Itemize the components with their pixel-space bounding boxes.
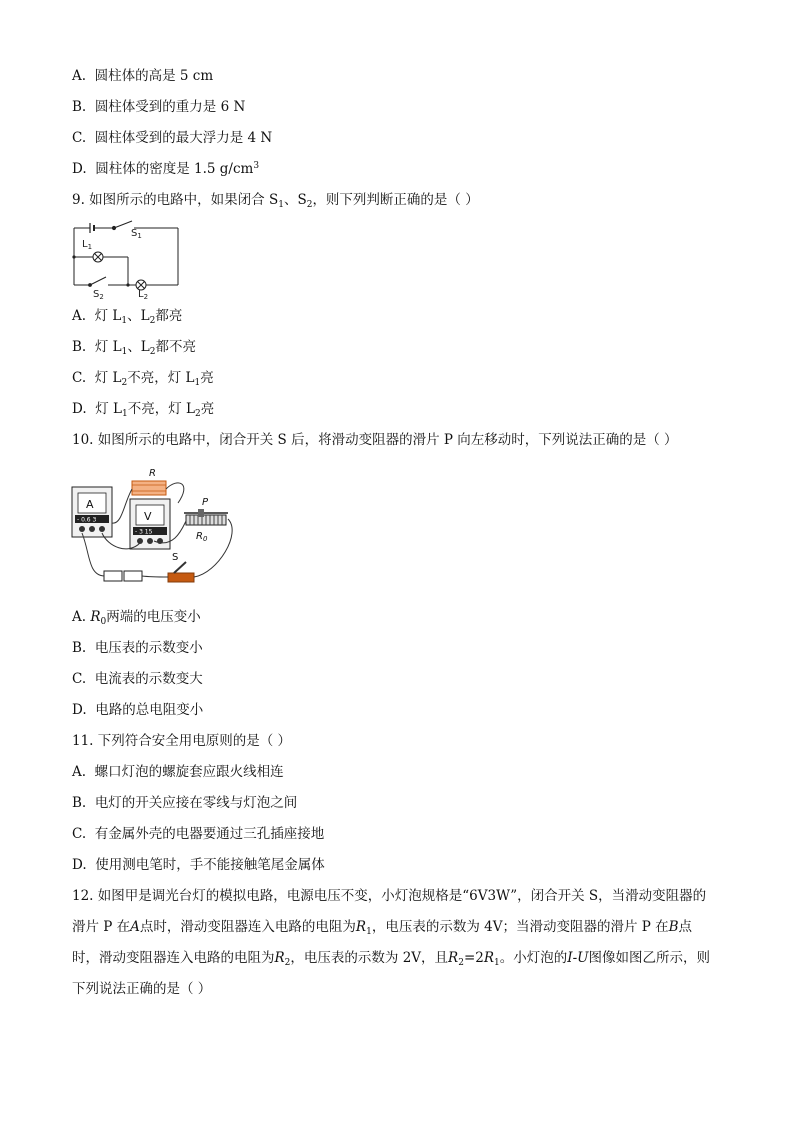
q11-stem: 11. 下列符合安全用电原则的是（ ）: [72, 733, 292, 749]
svg-text:P: P: [202, 497, 209, 508]
q9-option-b: B. 灯 $L_1$、$L_2$都不亮: [72, 339, 197, 357]
svg-text:A: A: [86, 498, 94, 511]
q9-option-d: D. 灯 $L_1$不亮，灯 $L_2$亮: [72, 401, 215, 419]
q8-option-b: B. 圆柱体受到的重力是 6 N: [72, 99, 246, 115]
q11-option-c: C. 有金属外壳的电器要通过三孔插座接地: [72, 826, 325, 842]
battery-icon: [104, 571, 142, 581]
label-l1: $L_1$: [82, 239, 93, 251]
q10-circuit-photo: [68, 463, 244, 591]
q11-option-b: B. 电灯的开关应接在零线与灯泡之间: [72, 795, 298, 811]
svg-text:- 0.6 3: - 0.6 3: [77, 516, 97, 524]
q9-circuit-diagram: [68, 218, 184, 300]
q11-option-d: D. 使用测电笔时，手不能接触笔尾金属体: [72, 857, 325, 873]
q8-option-c: C. 圆柱体受到的最大浮力是 4 N: [72, 130, 273, 146]
voltmeter-icon: [130, 499, 170, 549]
ammeter-icon: [72, 487, 112, 537]
q8-option-d: D. 圆柱体的密度是 1.5 $g/cm^3$: [72, 161, 260, 177]
q11-option-a: A. 螺口灯泡的螺旋套应跟火线相连: [72, 764, 284, 780]
label-l2: $L_2$: [138, 289, 149, 300]
svg-text:- 3 15: - 3 15: [135, 528, 153, 536]
q9-stem: 9. 如图所示的电路中，如果闭合 $S_1$、$S_2$，则下列判断正确的是（ ）: [72, 192, 479, 210]
q12-stem-line-1: 12. 如图甲是调光台灯的模拟电路，电源电压不变，小灯泡规格是“6V3W”，闭合开关 S，当滑动变阻器的: [72, 888, 707, 904]
q10-option-a: A. $R_0$两端的电压变小: [72, 609, 201, 627]
q10-option-b: B. 电压表的示数变小: [72, 640, 203, 656]
q10-option-d: D. 电路的总电阻变小: [72, 702, 204, 718]
svg-text:V: V: [144, 510, 152, 523]
svg-text:R: R: [149, 468, 156, 479]
q9-option-c: C. 灯 $L_2$不亮，灯 $L_1$亮: [72, 370, 214, 388]
rheostat-icon: [184, 497, 228, 543]
label-s1: $S_1$: [131, 228, 142, 240]
q8-option-a: A. 圆柱体的高是 5 cm: [72, 68, 214, 84]
q9-option-a: A. 灯 $L_1$、$L_2$都亮: [72, 308, 183, 326]
label-s2: $S_2$: [93, 289, 104, 300]
q10-stem: 10. 如图所示的电路中，闭合开关 S 后，将滑动变阻器的滑片 P 向左移动时，下列说法正确的是（ ）: [72, 432, 678, 448]
switch-icon: [168, 552, 194, 582]
svg-text:S: S: [172, 552, 179, 563]
q12-stem-line-2: 滑片 P 在A点时，滑动变阻器连入电路的电阻为$R_1$，电压表的示数为 4V；当滑动变阻器的滑片 P 在B点: [72, 919, 693, 937]
q12-stem-line-4: 下列说法正确的是（ ）: [72, 981, 212, 997]
q12-stem-line-3: 时，滑动变阻器连入电路的电阻为$R_2$，电压表的示数为 2V，且$R_2=2R_1$。小灯泡的I-U图像如图乙所示，则: [72, 950, 711, 968]
q10-option-c: C. 电流表的示数变大: [72, 671, 203, 687]
resistor-icon: [132, 468, 166, 495]
svg-text:R0: $R_0$: [196, 531, 208, 543]
